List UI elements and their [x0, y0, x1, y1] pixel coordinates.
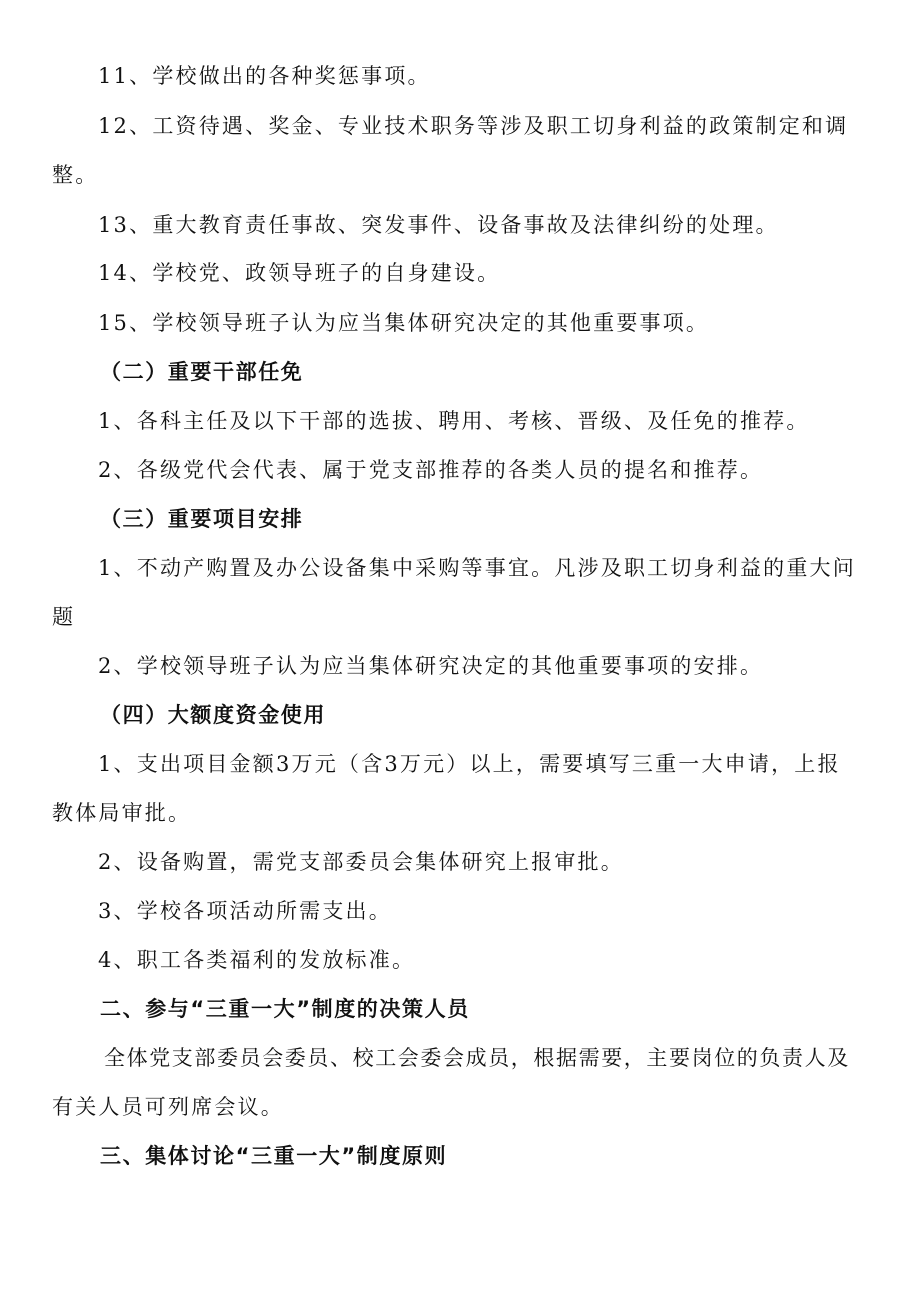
funds-item-1: 1、支出项目金额3万元（含3万元）以上，需要填写三重一大申请，上报	[98, 752, 841, 776]
section-heading-principles: 三、集体讨论“三重一大”制度原则	[100, 1144, 448, 1168]
item-15: 15、学校领导班子认为应当集体研究决定的其他重要事项。	[98, 311, 710, 335]
cadre-item-2: 2、各级党代会代表、属于党支部推荐的各类人员的提名和推荐。	[98, 458, 764, 482]
section-heading-cadre-appointment: （二）重要干部任免	[100, 360, 304, 384]
section-heading-decision-makers: 二、参与“三重一大”制度的决策人员	[100, 997, 470, 1021]
funds-item-2: 2、设备购置，需党支部委员会集体研究上报审批。	[98, 850, 624, 874]
decision-makers-paragraph-continuation: 有关人员可列席会议。	[52, 1095, 284, 1119]
cadre-item-1: 1、各科主任及以下干部的选拔、聘用、考核、晋级、及任免的推荐。	[98, 409, 810, 433]
funds-item-3: 3、学校各项活动所需支出。	[98, 899, 392, 923]
item-12-continuation: 整。	[52, 163, 99, 187]
item-12: 12、工资待遇、奖金、专业技术职务等涉及职工切身利益的政策制定和调	[98, 114, 849, 138]
funds-item-1-continuation: 教体局审批。	[52, 801, 192, 825]
project-item-1-continuation: 题	[52, 605, 76, 629]
item-13: 13、重大教育责任事故、突发事件、设备事故及法律纠纷的处理。	[98, 213, 779, 237]
funds-item-4: 4、职工各类福利的发放标准。	[98, 948, 416, 972]
section-heading-large-funds: （四）大额度资金使用	[100, 703, 326, 727]
project-item-2: 2、学校领导班子认为应当集体研究决定的其他重要事项的安排。	[98, 654, 764, 678]
decision-makers-paragraph: 全体党支部委员会委员、校工会委会成员，根据需要，主要岗位的负责人及	[104, 1046, 850, 1070]
item-11: 11、学校做出的各种奖惩事项。	[98, 64, 431, 88]
project-item-1: 1、不动产购置及办公设备集中采购等事宜。凡涉及职工切身利益的重大问	[98, 556, 856, 580]
section-heading-project-arrangement: （三）重要项目安排	[100, 507, 304, 531]
item-14: 14、学校党、政领导班子的自身建设。	[98, 261, 501, 285]
